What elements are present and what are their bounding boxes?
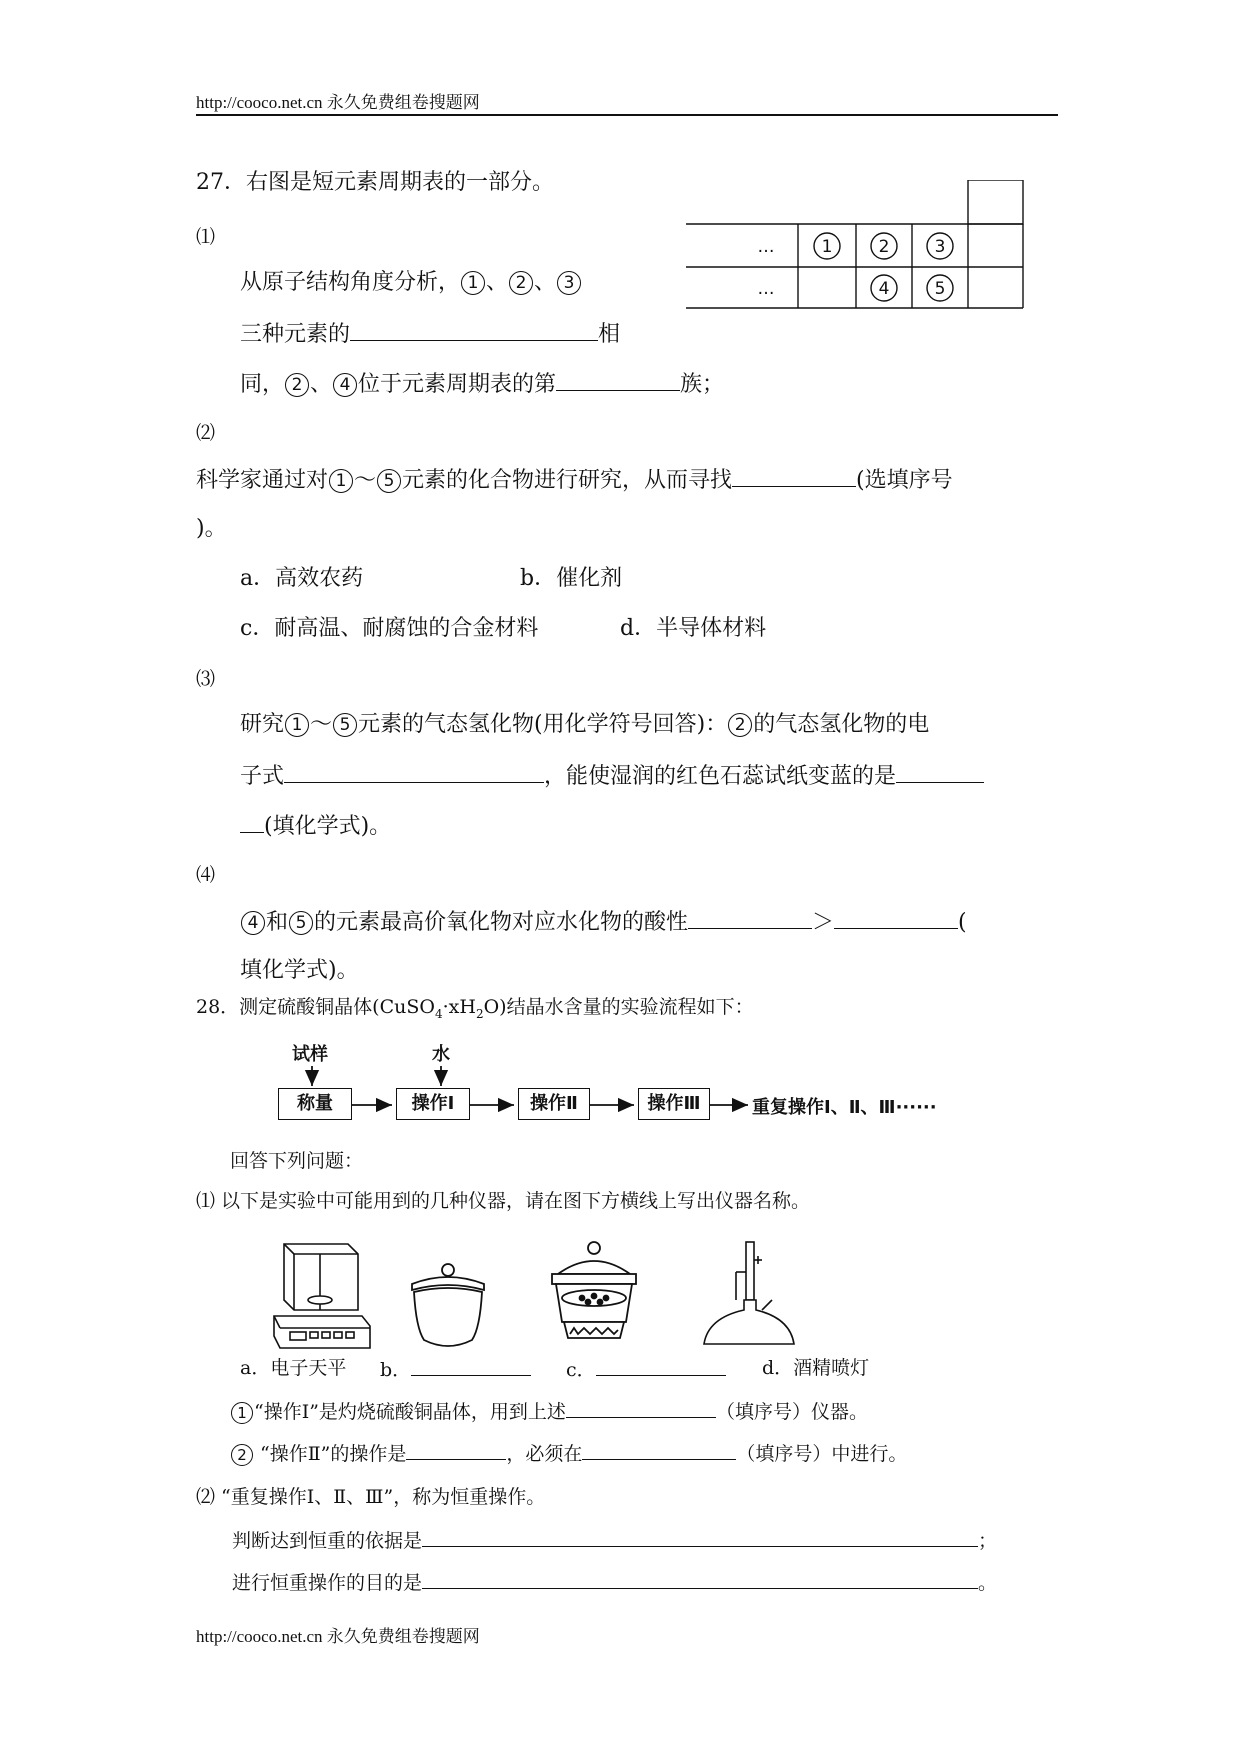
q27-part2-label: ⑵ bbox=[196, 422, 216, 444]
table-element-1: 1 bbox=[821, 237, 833, 257]
q28-purpose-line: 进行恒重操作的目的是 。 bbox=[232, 1568, 997, 1596]
q27-part3-line2: 子式 ，能使湿润的红色石蕊试纸变蓝的是 bbox=[240, 760, 984, 792]
q27-part4-line1: 4 和 5 的元素最高价氧化物对应水化物的酸性 ＞ ( bbox=[240, 906, 967, 938]
table-ellipsis-row2: … bbox=[757, 279, 775, 299]
q28-part2: ⑵ “重复操作Ⅰ、Ⅱ、Ⅲ”，称为恒重操作。 bbox=[196, 1486, 546, 1508]
flow-water-label: 水 bbox=[432, 1044, 450, 1065]
q28-sub1: 1 “操作I”是灼烧硫酸铜晶体，用到上述 （填序号）仪器。 bbox=[230, 1397, 868, 1425]
table-element-5: 5 bbox=[934, 279, 946, 299]
answer-blank-op2-action[interactable] bbox=[406, 1439, 506, 1460]
table-element-2: 2 bbox=[878, 237, 890, 257]
flow-box-op3: 操作Ⅲ bbox=[638, 1088, 710, 1120]
desiccator-icon bbox=[548, 1238, 640, 1350]
option-b: b．催化剂 bbox=[520, 566, 623, 591]
electronic-balance-icon bbox=[270, 1236, 374, 1352]
answer-blank-op2-instrument[interactable] bbox=[582, 1439, 736, 1460]
flow-box-weigh: 称量 bbox=[278, 1088, 352, 1120]
q27-part3-label: ⑶ bbox=[196, 668, 216, 690]
q27-part1-label: ⑴ bbox=[196, 226, 216, 248]
answer-blank-instrument-c[interactable] bbox=[596, 1355, 726, 1376]
page-footer: http://cooco.net.cn 永久免费组卷搜题网 bbox=[196, 1627, 480, 1646]
q27-part3-line3: (填化学式)。 bbox=[240, 810, 391, 842]
answer-blank-constant-weight-basis[interactable] bbox=[422, 1526, 978, 1547]
q27-part4-line2: 填化学式)。 bbox=[240, 958, 359, 983]
answer-blank-instrument-b[interactable] bbox=[411, 1355, 531, 1376]
option-d: d．半导体材料 bbox=[620, 616, 767, 641]
q27-title: 27．右图是短元素周期表的一部分。 bbox=[196, 170, 554, 195]
q28-sub2: 2 “操作Ⅱ”的操作是 ，必须在 （填序号）中进行。 bbox=[230, 1439, 907, 1467]
page-header: http://cooco.net.cn 永久免费组卷搜题网 bbox=[196, 93, 480, 112]
option-a: a．高效农药 bbox=[240, 566, 364, 591]
alcohol-blowtorch-icon bbox=[700, 1238, 800, 1350]
q27-part4-label: ⑷ bbox=[196, 864, 216, 886]
q27-part2-line2: )。 bbox=[196, 516, 227, 541]
answer-blank-op1-instrument[interactable] bbox=[566, 1397, 716, 1418]
q27-part2-line1: 科学家通过对 1 ～ 5 元素的化合物进行研究，从而寻找 (选填序号 bbox=[196, 464, 953, 496]
answer-blank-constant-weight-purpose[interactable] bbox=[422, 1568, 978, 1589]
q28-title: 28．测定硫酸铜晶体$(CuSO_4\cdot xH_2O)$结晶水含量的实验流程如下： bbox=[196, 996, 754, 1021]
q28-part1: ⑴ 以下是实验中可能用到的几种仪器，请在图下方横线上写出仪器名称。 bbox=[196, 1190, 811, 1212]
q27-part1-line3: 同， 2 、 4 位于元素周期表的第 族； bbox=[240, 368, 724, 400]
instrument-a-label: a．电子天平 bbox=[240, 1357, 347, 1379]
instrument-d-label: d．酒精喷灯 bbox=[762, 1357, 870, 1379]
flow-sample-label: 试样 bbox=[292, 1044, 328, 1065]
instrument-c-row: c． bbox=[566, 1355, 726, 1383]
crucible-icon bbox=[408, 1258, 488, 1350]
table-element-3: 3 bbox=[934, 237, 946, 257]
flow-box-op1: 操作Ⅰ bbox=[396, 1088, 470, 1120]
table-element-4: 4 bbox=[878, 279, 890, 299]
table-ellipsis-row1: … bbox=[757, 237, 775, 257]
flow-repeat-label: 重复操作Ⅰ、Ⅱ、Ⅲ······ bbox=[752, 1097, 937, 1118]
flow-box-op2: 操作Ⅱ bbox=[518, 1088, 590, 1120]
q27-part3-line1: 研究 1 ～ 5 元素的气态氢化物(用化学符号回答)： 2 的气态氢化物的电 bbox=[240, 712, 930, 737]
q27-part1-line2: 三种元素的 相 bbox=[240, 318, 620, 350]
q28-judge-line: 判断达到恒重的依据是 ； bbox=[232, 1526, 997, 1554]
instrument-b-row: b． bbox=[380, 1355, 531, 1383]
answer-prompt: 回答下列问题： bbox=[230, 1150, 364, 1172]
option-c: c．耐高温、耐腐蚀的合金材料 bbox=[240, 616, 539, 641]
q27-part1-line1: 从原子结构角度分析， 1 、 2 、 3 bbox=[240, 268, 582, 298]
